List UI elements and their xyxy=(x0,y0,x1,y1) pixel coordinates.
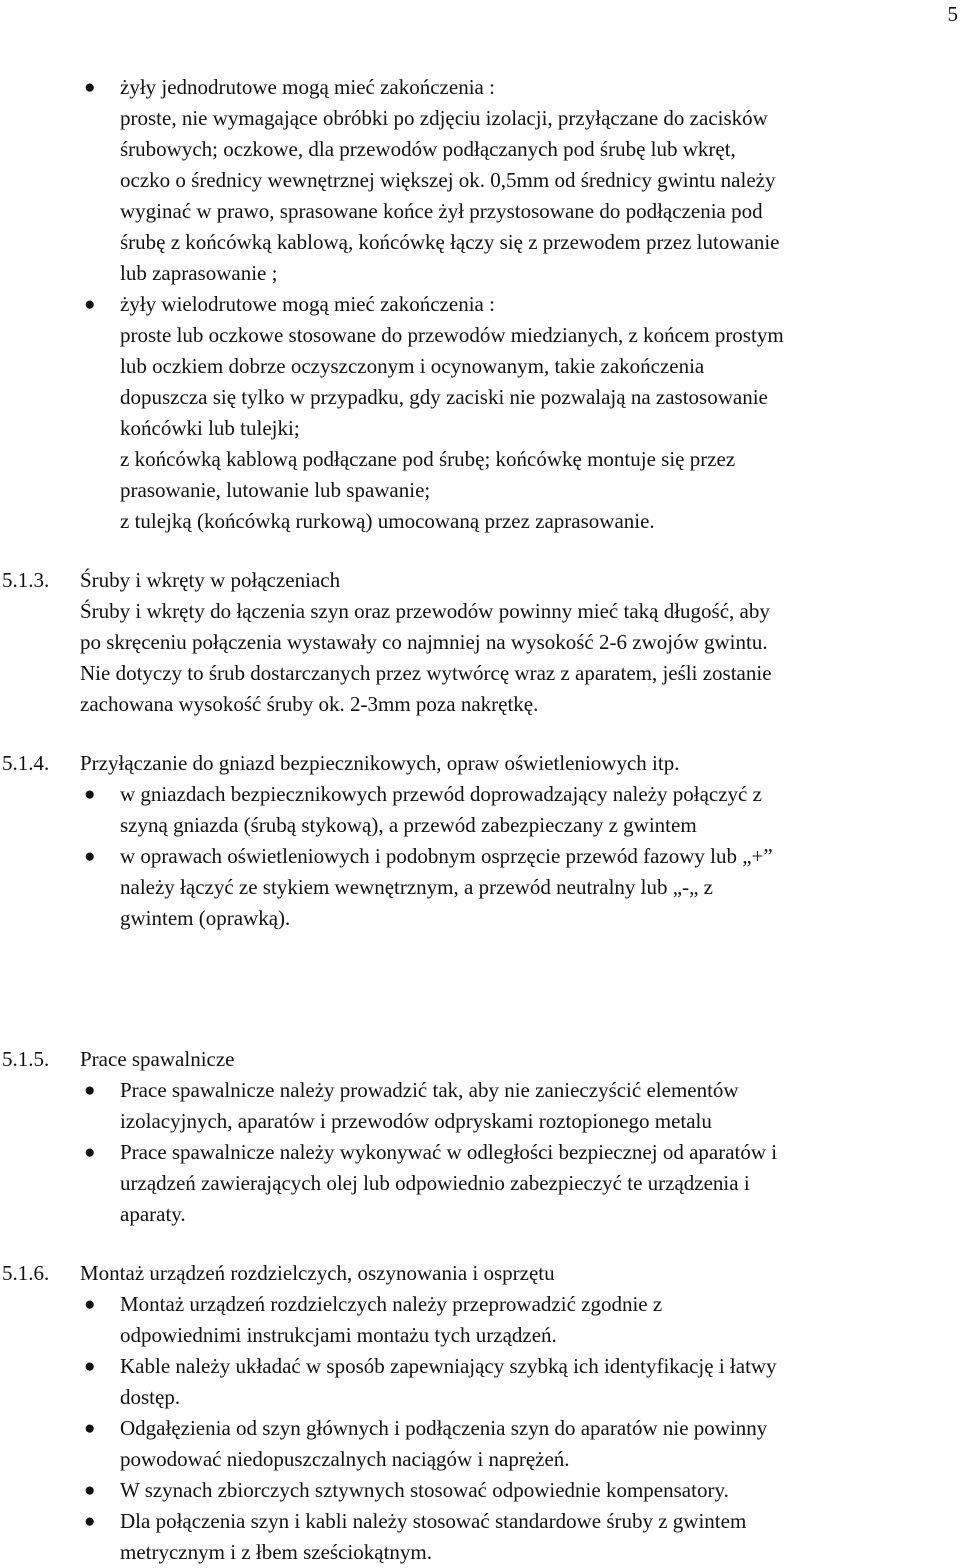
list-item-line: Kable należy układać w sposób zapewniający szybką ich identyfikację i łatwy xyxy=(120,1354,777,1378)
list-item-line: lub oczkiem dobrze oczyszczonym i ocynowanym, takie zakończenia xyxy=(120,354,705,378)
list-item-line: izolacyjnych, aparatów i przewodów odpryskami roztopionego metalu xyxy=(120,1109,712,1133)
bullet-icon: ● xyxy=(84,294,96,315)
bullet-icon: ● xyxy=(84,1480,96,1501)
list-item-line: śrubę z końcówką kablową, końcówkę łączy się z przewodem przez lutowanie xyxy=(120,230,780,254)
bullet-icon: ● xyxy=(84,1356,96,1377)
bullet-icon: ● xyxy=(84,1080,96,1101)
section-5-1-5 xyxy=(2,1044,954,1230)
section-bullet-list xyxy=(80,779,954,934)
list-item xyxy=(80,1413,954,1475)
list-item-line: proste, nie wymagające obróbki po zdjęciu izolacji, przyłączane do zacisków xyxy=(120,106,768,130)
section-bullet-list xyxy=(80,1075,954,1230)
list-item xyxy=(80,72,954,289)
list-item-line: żyły jednodrutowe mogą mieć zakończenia : xyxy=(120,75,495,99)
list-item-line: końcówki lub tulejki; xyxy=(120,416,300,440)
list-item-line: w gniazdach bezpiecznikowych przewód doprowadzający należy połączyć z xyxy=(120,782,762,806)
paragraph-line: Nie dotyczy to śrub dostarczanych przez wytwórcę wraz z aparatem, jeśli zostanie xyxy=(80,661,772,685)
section-body xyxy=(80,596,954,720)
list-item xyxy=(80,1137,954,1230)
list-item-line: należy łączyć ze stykiem wewnętrznym, a przewód neutralny lub „-„ z xyxy=(120,875,713,899)
section-5-1-4 xyxy=(2,748,954,934)
section-heading: Montaż urządzeń rozdzielczych, oszynowania i osprzętu xyxy=(80,1261,555,1285)
section-heading: Śruby i wkręty w połączeniach xyxy=(80,568,341,592)
bullet-icon: ● xyxy=(84,1511,96,1532)
list-item-line: z tulejką (końcówką rurkową) umocowaną przez zaprasowanie. xyxy=(120,509,655,533)
list-item-line: z końcówką kablową podłączane pod śrubę; końcówkę montuje się przez xyxy=(120,447,736,471)
list-item-line: dostęp. xyxy=(120,1385,181,1409)
bullet-icon: ● xyxy=(84,1418,96,1439)
bullet-icon: ● xyxy=(84,1142,96,1163)
section-5-1-6 xyxy=(2,1258,954,1568)
list-item xyxy=(80,1075,954,1137)
list-item-line: prasowanie, lutowanie lub spawanie; xyxy=(120,478,431,502)
section-bullet-list xyxy=(80,1289,954,1568)
paragraph-line: po skręceniu połączenia wystawały co najmniej na wysokość 2-6 zwojów gwintu. xyxy=(80,630,768,654)
section-number: 5.1.3. xyxy=(2,568,50,592)
list-item-line: powodować niedopuszczalnych naciągów i naprężeń. xyxy=(120,1447,570,1471)
list-item-line: odpowiednimi instrukcjami montażu tych urządzeń. xyxy=(120,1323,557,1347)
list-item-line: Prace spawalnicze należy wykonywać w odległości bezpiecznej od aparatów i xyxy=(120,1140,778,1164)
list-item xyxy=(80,1506,954,1568)
list-item xyxy=(80,1475,954,1506)
bullet-icon: ● xyxy=(84,1294,96,1315)
list-item-line: proste lub oczkowe stosowane do przewodów miedzianych, z końcem prostym xyxy=(120,323,784,347)
list-item-line: Montaż urządzeń rozdzielczych należy przeprowadzić zgodnie z xyxy=(120,1292,663,1316)
section-number: 5.1.6. xyxy=(2,1261,50,1285)
list-item xyxy=(80,779,954,841)
section-number: 5.1.4. xyxy=(2,751,50,775)
list-item-line: Prace spawalnicze należy prowadzić tak, aby nie zanieczyścić elementów xyxy=(120,1078,739,1102)
list-item-line: W szynach zbiorczych sztywnych stosować odpowiednie kompensatory. xyxy=(120,1478,729,1502)
bullet-icon: ● xyxy=(84,77,96,98)
list-item-line: Odgałęzienia od szyn głównych i podłączenia szyn do aparatów nie powinny xyxy=(120,1416,768,1440)
intro-bullet-list xyxy=(80,72,954,537)
section-heading: Przyłączanie do gniazd bezpiecznikowych, opraw oświetleniowych itp. xyxy=(80,751,680,775)
paragraph-line: Śruby i wkręty do łączenia szyn oraz przewodów powinny mieć taką długość, aby xyxy=(80,599,770,623)
page-number: 5 xyxy=(947,2,958,26)
list-item-line: szyną gniazda (śrubą stykową), a przewód zabezpieczany z gwintem xyxy=(120,813,697,837)
list-item xyxy=(80,289,954,537)
list-item-line: lub zaprasowanie ; xyxy=(120,261,278,285)
list-item-line: metrycznym i z łbem sześciokątnym. xyxy=(120,1540,432,1564)
list-item xyxy=(80,841,954,934)
list-item-line: w oprawach oświetleniowych i podobnym osprzęcie przewód fazowy lub „+” xyxy=(120,844,773,868)
paragraph-line: zachowana wysokość śruby ok. 2-3mm poza nakrętkę. xyxy=(80,692,539,716)
list-item-line: aparaty. xyxy=(120,1202,186,1226)
document-body xyxy=(2,72,954,1568)
list-item-line: śrubowych; oczkowe, dla przewodów podłączanych pod śrubę lub wkręt, xyxy=(120,137,736,161)
section-number: 5.1.5. xyxy=(2,1047,50,1071)
list-item-line: żyły wielodrutowe mogą mieć zakończenia : xyxy=(120,292,495,316)
list-item-line: oczko o średnicy wewnętrznej większej ok. 0,5mm od średnicy gwintu należy xyxy=(120,168,776,192)
list-item xyxy=(80,1351,954,1413)
list-item-line: urządzeń zawierających olej lub odpowiednio zabezpieczyć te urządzenia i xyxy=(120,1171,750,1195)
list-item xyxy=(80,1289,954,1351)
list-item-line: wyginać w prawo, sprasowane końce żył przystosowane do podłączenia pod xyxy=(120,199,763,223)
list-item-line: gwintem (oprawką). xyxy=(120,906,291,930)
bullet-icon: ● xyxy=(84,846,96,867)
list-item-line: Dla połączenia szyn i kabli należy stosować standardowe śruby z gwintem xyxy=(120,1509,747,1533)
section-heading: Prace spawalnicze xyxy=(80,1047,235,1071)
section-5-1-3 xyxy=(2,565,954,720)
list-item-line: dopuszcza się tylko w przypadku, gdy zaciski nie pozwalają na zastosowanie xyxy=(120,385,768,409)
bullet-icon: ● xyxy=(84,784,96,805)
